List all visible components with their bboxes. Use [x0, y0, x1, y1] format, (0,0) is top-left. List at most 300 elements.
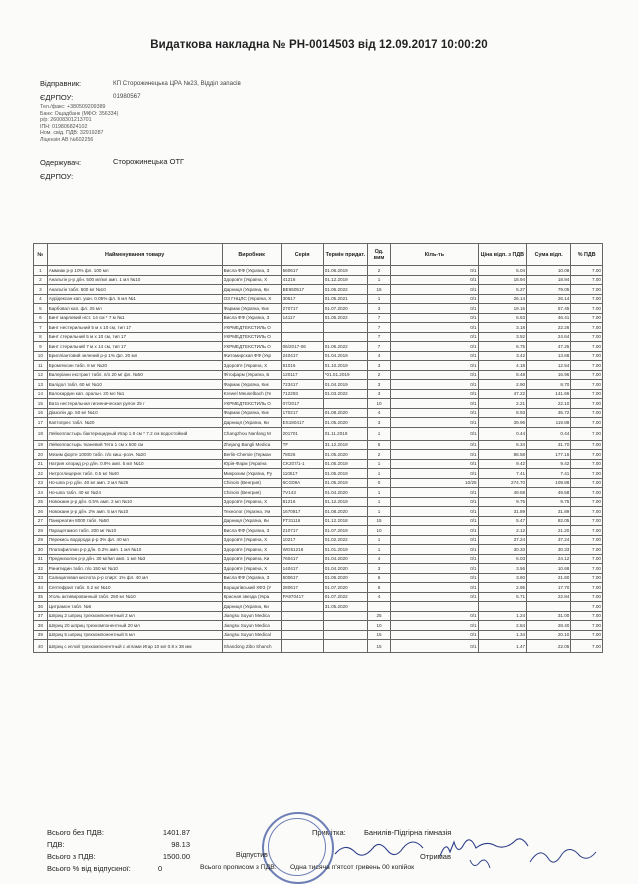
- cell-name: Анальгін р-р д/ін. 500 мг/мл амп. 1 мл №10: [47, 275, 222, 285]
- cell-unit: 7: [367, 332, 390, 342]
- table-header-row: [34, 244, 603, 266]
- cell-manufacturer: Микрохим (Україна, Ру: [222, 469, 281, 479]
- cell-vat: 7.00: [571, 332, 603, 342]
- cell-expiry: 01.10.2019: [323, 361, 367, 371]
- cell-expiry: 01.05.2019: [323, 469, 367, 479]
- cell-vat: 7.00: [571, 478, 603, 488]
- cell-sum: 7.41: [527, 469, 571, 479]
- sender-edrpou-label: ЄДРПОУ:: [40, 93, 74, 102]
- table-row: [34, 564, 603, 574]
- cell-vat: 7.00: [571, 361, 603, 371]
- cell-series: [281, 630, 323, 640]
- cell-sum: 22.84: [527, 592, 571, 602]
- cell-number: 33: [34, 573, 48, 583]
- cell-price: 19.15: [478, 304, 526, 314]
- cell-manufacturer: Борщагівський ХФЗ (У: [222, 583, 281, 593]
- cell-series: WG51216: [281, 545, 323, 555]
- cell-manufacturer: Дарниця (Україна, Ки: [222, 418, 281, 428]
- cell-number: 23: [34, 478, 48, 488]
- cell-number: 5: [34, 304, 48, 314]
- cell-price: 26.14: [478, 294, 526, 304]
- cell-price: 49.58: [478, 488, 526, 498]
- cell-series: [281, 640, 323, 653]
- cell-sum: 9.75: [527, 497, 571, 507]
- cell-sum: 8.70: [527, 380, 571, 390]
- cell-manufacturer: Changzhou Nanfang M: [222, 427, 281, 440]
- cell-unit: 5: [367, 440, 390, 450]
- cell-unit: 1: [367, 459, 390, 469]
- cell-sum: 22.05: [527, 640, 571, 653]
- cell-unit: 3: [367, 564, 390, 574]
- cell-unit: 4: [367, 592, 390, 602]
- table-row: [34, 380, 603, 390]
- cell-number: 21: [34, 459, 48, 469]
- cell-unit: 25: [367, 611, 390, 621]
- cell-manufacturer: Chinoin (Венгрия): [222, 488, 281, 498]
- cell-manufacturer: Фармак (Україна, Киє: [222, 408, 281, 418]
- note-value: Банилів-Підгірна гімназія: [364, 828, 452, 837]
- table-row: [34, 294, 603, 304]
- cell-sum: 82.05: [527, 516, 571, 526]
- cell-vat: 7.00: [571, 285, 603, 295]
- cell-vat: 7.00: [571, 440, 603, 450]
- cell-name: Цитрамон табл. №6: [47, 602, 222, 612]
- cell-name: Бромгексин табл. 8 мг №20: [47, 361, 222, 371]
- cell-sum: 24.64: [527, 332, 571, 342]
- cell-manufacturer: Shandong Zibo Shanch: [222, 640, 281, 653]
- col-header-number: №: [34, 244, 48, 266]
- cell-price: 3.18: [478, 323, 526, 333]
- cell-series: 30517: [281, 294, 323, 304]
- table-row: [34, 275, 603, 285]
- cell-price: 30.33: [478, 545, 526, 555]
- table-row: [34, 427, 603, 440]
- cell-quantity: 0/1: [391, 418, 478, 428]
- cell-name: Салициловая кислота р-р спирт. 1% фл. 40 мл: [47, 573, 222, 583]
- cell-series: 78026: [281, 450, 323, 460]
- cell-price: 18.94: [478, 275, 526, 285]
- cell-price: 88.58: [478, 450, 526, 460]
- cell-price: 2.95: [478, 583, 526, 593]
- cell-sum: 13.68: [527, 351, 571, 361]
- cell-vat: 7.00: [571, 450, 603, 460]
- cell-quantity: 0/1: [391, 507, 478, 517]
- cell-price: 9.42: [478, 459, 526, 469]
- cell-quantity: 0/1: [391, 351, 478, 361]
- cell-series: [281, 621, 323, 631]
- goods-table-body: [34, 266, 603, 653]
- cell-unit: 1: [367, 427, 390, 440]
- cell-name: Платифиллин р-р д/ін. 0.2% амп. 1 мл №10: [47, 545, 222, 555]
- cell-unit: 3: [367, 304, 390, 314]
- cell-number: 19: [34, 440, 48, 450]
- cell-expiry: 01.05.2021: [323, 294, 367, 304]
- cell-expiry: 01.07.2020: [323, 583, 367, 593]
- vat-value: 98.13: [171, 840, 190, 849]
- cell-quantity: 0/1: [391, 583, 478, 593]
- cell-vat: 7.00: [571, 640, 603, 653]
- cell-unit: 10: [367, 526, 390, 536]
- cell-quantity: 0/1: [391, 440, 478, 450]
- receiver-value: Сторожинецька ОТГ: [113, 157, 185, 166]
- cell-series: 14117: [281, 313, 323, 323]
- col-header-name: Найменування товару: [47, 244, 222, 266]
- cell-sum: 31.89: [527, 507, 571, 517]
- cell-expiry: 01.03.2022: [323, 389, 367, 399]
- cell-number: 32: [34, 564, 48, 574]
- cell-unit: 10: [367, 621, 390, 631]
- cell-manufacturer: Jiangsu Suyun Medica: [222, 621, 281, 631]
- sender-detail-line: р/р: 26008301213701: [40, 117, 92, 124]
- total-with-vat-value: 1500.00: [162, 852, 190, 861]
- cell-manufacturer: Zhejang Bangli Medica: [222, 440, 281, 450]
- cell-quantity: 0/1: [391, 630, 478, 640]
- cell-manufacturer: Berlin-Chemie (Герман: [222, 450, 281, 460]
- cell-expiry: 01.04.2019: [323, 351, 367, 361]
- cell-name: Парацетамол табл. 200 мг №10: [47, 526, 222, 536]
- cell-series: 500617: [281, 573, 323, 583]
- cell-vat: 7.00: [571, 583, 603, 593]
- cell-manufacturer: Здоров'я (Україна, Х: [222, 545, 281, 555]
- cell-price: [478, 602, 526, 612]
- cell-series: ES180417: [281, 418, 323, 428]
- table-row: [34, 418, 603, 428]
- table-row: [34, 469, 603, 479]
- cell-quantity: 0/1: [391, 545, 478, 555]
- col-header-vat: % ПДВ: [571, 244, 603, 266]
- cell-manufacturer: Здоров'я (Україна, Х: [222, 564, 281, 574]
- cell-series: 81016: [281, 361, 323, 371]
- cell-vat: 7.00: [571, 497, 603, 507]
- col-header-series: Серія: [281, 244, 323, 266]
- cell-vat: 7.00: [571, 427, 603, 440]
- cell-vat: 7.00: [571, 545, 603, 555]
- cell-unit: 6: [367, 573, 390, 583]
- cell-manufacturer: Житомирская ФФ (Укр: [222, 351, 281, 361]
- cell-quantity: 0/1: [391, 497, 478, 507]
- cell-expiry: 01.05.2020: [323, 418, 367, 428]
- cell-expiry: [323, 332, 367, 342]
- cell-name: Лейкопластырь бактерицидный Игар 1.9 см * 7.2 см водостойкий: [47, 427, 222, 440]
- cell-price: 39.96: [478, 418, 526, 428]
- cell-price: 6.63: [478, 313, 526, 323]
- col-header-quantity: Кіль-ть: [391, 244, 478, 266]
- cell-name: Нитроглицерин табл. 0.5 мг №40: [47, 469, 222, 479]
- cell-number: 40: [34, 640, 48, 653]
- cell-quantity: 0/1: [391, 389, 478, 399]
- cell-expiry: 01.04.2020: [323, 564, 367, 574]
- cell-quantity: 0/1: [391, 469, 478, 479]
- cell-number: 3: [34, 285, 48, 295]
- issued-label: Відпустив: [236, 852, 268, 859]
- cell-price: 3.60: [478, 573, 526, 583]
- cell-vat: 7.00: [571, 507, 603, 517]
- cell-sum: 79.05: [527, 285, 571, 295]
- cell-expiry: [323, 611, 367, 621]
- cell-name: Мезим форте 10000 табл. п/о киш.-розч. №20: [47, 450, 222, 460]
- cell-sum: 47.25: [527, 342, 571, 352]
- cell-vat: 7.00: [571, 351, 603, 361]
- cell-name: Анальгін табл. 500 мг №10: [47, 285, 222, 295]
- cell-name: Бинт марлевий н/ст. 14 см * 7 м №1: [47, 313, 222, 323]
- cell-expiry: [323, 621, 367, 631]
- table-row: [34, 370, 603, 380]
- vat-share-label: Всього % від відпускної:: [47, 864, 131, 873]
- cell-quantity: 0/1: [391, 611, 478, 621]
- cell-sum: 22.10: [527, 399, 571, 409]
- cell-quantity: 0/1: [391, 408, 478, 418]
- cell-manufacturer: Дарниця (Україна, Ки: [222, 516, 281, 526]
- cell-price: 3.56: [478, 564, 526, 574]
- cell-manufacturer: Юрія-Фарм (Україна: [222, 459, 281, 469]
- cell-name: Бинт стерильний 7 м х 14 см, тип 17: [47, 342, 222, 352]
- cell-manufacturer: Здоров'я (Україна, Х: [222, 361, 281, 371]
- cell-expiry: 01.07.2019: [323, 526, 367, 536]
- cell-manufacturer: УКРМЕДТЕКСТИЛЬ О: [222, 399, 281, 409]
- sender-value: КП Сторожинецька ЦРА №23, Відділ запасів: [113, 80, 241, 87]
- cell-unit: 3: [367, 361, 390, 371]
- cell-sum: [527, 602, 571, 612]
- cell-quantity: [391, 602, 478, 612]
- cell-manufacturer: Jiangsu Suyun Medical: [222, 630, 281, 640]
- cell-number: 14: [34, 389, 48, 399]
- sender-detail-line: Ном. свід. ПДВ: 32919287: [40, 130, 104, 137]
- cell-quantity: 0/1: [391, 332, 478, 342]
- cell-quantity: 0/1: [391, 313, 478, 323]
- cell-unit: 4: [367, 554, 390, 564]
- words-total-label: Всього прописом з ПДВ:: [200, 864, 277, 871]
- cell-name: Септефрил табл. 0.2 мг №10: [47, 583, 222, 593]
- cell-sum: 22.26: [527, 323, 571, 333]
- cell-unit: 10: [367, 399, 390, 409]
- cell-number: 7: [34, 323, 48, 333]
- cell-expiry: 01.08.2020: [323, 408, 367, 418]
- cell-sum: 49.58: [527, 488, 571, 498]
- cell-vat: 7.00: [571, 592, 603, 602]
- cell-name: Шприц с иглой трехкомпонентный с иглами Игар 10 мл 0.8 х 38 мм: [47, 640, 222, 653]
- cell-expiry: 01.07.2020: [323, 304, 367, 314]
- cell-expiry: 01.07.2022: [323, 592, 367, 602]
- cell-number: 20: [34, 450, 48, 460]
- cell-manufacturer: Фармак (Україна, Киє: [222, 304, 281, 314]
- cell-quantity: 0/1: [391, 361, 478, 371]
- sender-detail-line: Ліцензія АВ №602256: [40, 136, 94, 143]
- table-row: [34, 611, 603, 621]
- cell-quantity: 0/1: [391, 285, 478, 295]
- cell-unit: 0: [367, 478, 390, 488]
- cell-series: [281, 323, 323, 333]
- cell-number: 12: [34, 370, 48, 380]
- cell-number: 35: [34, 592, 48, 602]
- cell-sum: 28.40: [527, 621, 571, 631]
- cell-series: [281, 332, 323, 342]
- cell-unit: 6: [367, 583, 390, 593]
- cell-series: 06/2017-06: [281, 342, 323, 352]
- cell-name: Но-шпа табл. 40 мг №24: [47, 488, 222, 498]
- cell-manufacturer: УКРМЕДТЕКСТИЛЬ О: [222, 332, 281, 342]
- cell-price: 2.90: [478, 380, 526, 390]
- cell-vat: 7.00: [571, 516, 603, 526]
- cell-name: Уголь активированный табл. 250 мг №10: [47, 592, 222, 602]
- cell-series: 6CG08A: [281, 478, 323, 488]
- cell-price: 47.22: [478, 389, 526, 399]
- cell-vat: 7.00: [571, 535, 603, 545]
- sender-label: Відправник:: [40, 79, 82, 88]
- cell-sum: 57.45: [527, 304, 571, 314]
- cell-unit: 2: [367, 450, 390, 460]
- cell-sum: 141.66: [527, 389, 571, 399]
- table-row: [34, 361, 603, 371]
- cell-name: Лейкопластырь тканевий Тета 1 см х 500 см: [47, 440, 222, 450]
- col-header-manufacturer: Виробник: [222, 244, 281, 266]
- cell-price: 7.41: [478, 469, 526, 479]
- receiver-label: Одержувач:: [40, 158, 82, 167]
- table-row: [34, 545, 603, 555]
- table-row: [34, 459, 603, 469]
- words-total-value: Одна тисяча п'ятсот гривень 00 копійок: [290, 864, 415, 871]
- cell-name: Ранитидин табл. п/о 150 мг №10: [47, 564, 222, 574]
- cell-vat: 7.00: [571, 621, 603, 631]
- sender-details: [40, 104, 200, 144]
- table-row: [34, 478, 603, 488]
- cell-quantity: 0/1: [391, 516, 478, 526]
- cell-series: CK207/1-1: [281, 459, 323, 469]
- cell-quantity: 0/1: [391, 304, 478, 314]
- cell-unit: 15: [367, 630, 390, 640]
- cell-unit: 2: [367, 266, 390, 276]
- cell-expiry: 01.06.2020: [323, 573, 367, 583]
- table-row: [34, 304, 603, 314]
- cell-name: Перекись водорода р-р 3% фл. 40 мл: [47, 535, 222, 545]
- cell-unit: 1: [367, 497, 390, 507]
- cell-vat: 7.00: [571, 266, 603, 276]
- cell-expiry: 01.12.2018: [323, 516, 367, 526]
- cell-quantity: 0/1: [391, 399, 478, 409]
- cell-unit: 4: [367, 408, 390, 418]
- cell-quantity: 0/1: [391, 370, 478, 380]
- cell-vat: 7.00: [571, 564, 603, 574]
- cell-manufacturer: Дарниця (Україна, Ки: [222, 602, 281, 612]
- cell-vat: 7.00: [571, 459, 603, 469]
- vat-label: ПДВ:: [47, 840, 65, 849]
- cell-price: 1.47: [478, 640, 526, 653]
- cell-vat: 7.00: [571, 554, 603, 564]
- cell-expiry: [323, 630, 367, 640]
- cell-expiry: 01.11.2019: [323, 427, 367, 440]
- cell-price: 4.18: [478, 361, 526, 371]
- cell-sum: 35.72: [527, 408, 571, 418]
- cell-series: 760417: [281, 554, 323, 564]
- cell-unit: 4: [367, 351, 390, 361]
- table-row: [34, 554, 603, 564]
- cell-expiry: 01.06.2022: [323, 342, 367, 352]
- cell-expiry: 01.05.2020: [323, 450, 367, 460]
- table-row: [34, 640, 603, 653]
- cell-expiry: 31.12.2019: [323, 440, 367, 450]
- cell-series: [281, 602, 323, 612]
- cell-unit: 3: [367, 418, 390, 428]
- goods-table: [33, 243, 603, 653]
- cell-expiry: 01.04.2019: [323, 380, 367, 390]
- cell-manufacturer: Здоров'я (Україна, Х: [222, 535, 281, 545]
- sender-detail-line: ІПН: 019806824102: [40, 123, 88, 130]
- cell-expiry: [323, 399, 367, 409]
- cell-unit: 1: [367, 294, 390, 304]
- handwritten-signature: [330, 832, 610, 878]
- cell-sum: 0.44: [527, 427, 571, 440]
- cell-manufacturer: Фітофарм (Україна, Б: [222, 370, 281, 380]
- cell-series: TF: [281, 440, 323, 450]
- cell-vat: 7.00: [571, 488, 603, 498]
- cell-expiry: 01.02.2022: [323, 535, 367, 545]
- cell-unit: 7: [367, 313, 390, 323]
- cell-series: FT31116: [281, 516, 323, 526]
- cell-expiry: 01.12.2019: [323, 497, 367, 507]
- cell-price: 2.12: [478, 526, 526, 536]
- cell-number: 29: [34, 535, 48, 545]
- cell-number: 27: [34, 516, 48, 526]
- cell-manufacturer: УКРМЕДТЕКСТИЛЬ О: [222, 323, 281, 333]
- cell-quantity: 0/1: [391, 266, 478, 276]
- cell-sum: 12.54: [527, 361, 571, 371]
- cell-name: Діазолін др. 50 мг №10: [47, 408, 222, 418]
- col-header-price: Ціна відп. з ПДВ: [478, 244, 526, 266]
- cell-sum: 10.68: [527, 564, 571, 574]
- cell-vat: 7.00: [571, 389, 603, 399]
- table-row: [34, 535, 603, 545]
- cell-name: Шприц 20 шприц трехкомпонентный 20 мл: [47, 621, 222, 631]
- cell-expiry: 01.06.2019: [323, 266, 367, 276]
- cell-series: [281, 611, 323, 621]
- sender-detail-line: Тел./факс: +380509209389: [40, 104, 106, 110]
- cell-number: 11: [34, 361, 48, 371]
- cell-name: Натрия хлорид р-р д/ін. 0.9% амп. 5 мл №10: [47, 459, 222, 469]
- cell-expiry: 31.05.2020: [323, 602, 367, 612]
- cell-vat: 7.00: [571, 342, 603, 352]
- cell-series: 270717: [281, 304, 323, 314]
- cell-manufacturer: Здоров'я (Україна, Ки: [222, 554, 281, 564]
- cell-sum: 16.96: [527, 370, 571, 380]
- cell-price: 1.24: [478, 611, 526, 621]
- cell-quantity: 0/1: [391, 323, 478, 333]
- cell-number: 13: [34, 380, 48, 390]
- cell-sum: 17.70: [527, 583, 571, 593]
- cell-unit: 2: [367, 370, 390, 380]
- table-row: [34, 313, 603, 323]
- cell-series: 170217: [281, 408, 323, 418]
- sender-edrpou-value: 01980567: [113, 93, 141, 100]
- cell-sum: 21.20: [527, 526, 571, 536]
- cell-number: 26: [34, 507, 48, 517]
- cell-manufacturer: ОЗ ГНЦЛС (Україна, Х: [222, 294, 281, 304]
- cell-name: Брилліантовий зелений р-р 1% фл. 20 мл: [47, 351, 222, 361]
- cell-sum: 31.70: [527, 440, 571, 450]
- cell-number: 4: [34, 294, 48, 304]
- cell-number: 36: [34, 602, 48, 612]
- cell-quantity: 0/1: [391, 621, 478, 631]
- cell-expiry: *01.01.2019: [323, 370, 367, 380]
- cell-name: Аурідексан кап. ушн. 0.05% фл. 5 мл №1: [47, 294, 222, 304]
- cell-name: Валеріани екстракт табл. п/о 20 мг фл. №50: [47, 370, 222, 380]
- cell-series: 81216: [281, 497, 323, 507]
- cell-manufacturer: Здоров'я (Україна, Х: [222, 275, 281, 285]
- table-row: [34, 573, 603, 583]
- cell-series: 140417: [281, 564, 323, 574]
- cell-quantity: 0/1: [391, 275, 478, 285]
- table-row: [34, 450, 603, 460]
- cell-series: 1670817: [281, 507, 323, 517]
- cell-vat: 7.00: [571, 630, 603, 640]
